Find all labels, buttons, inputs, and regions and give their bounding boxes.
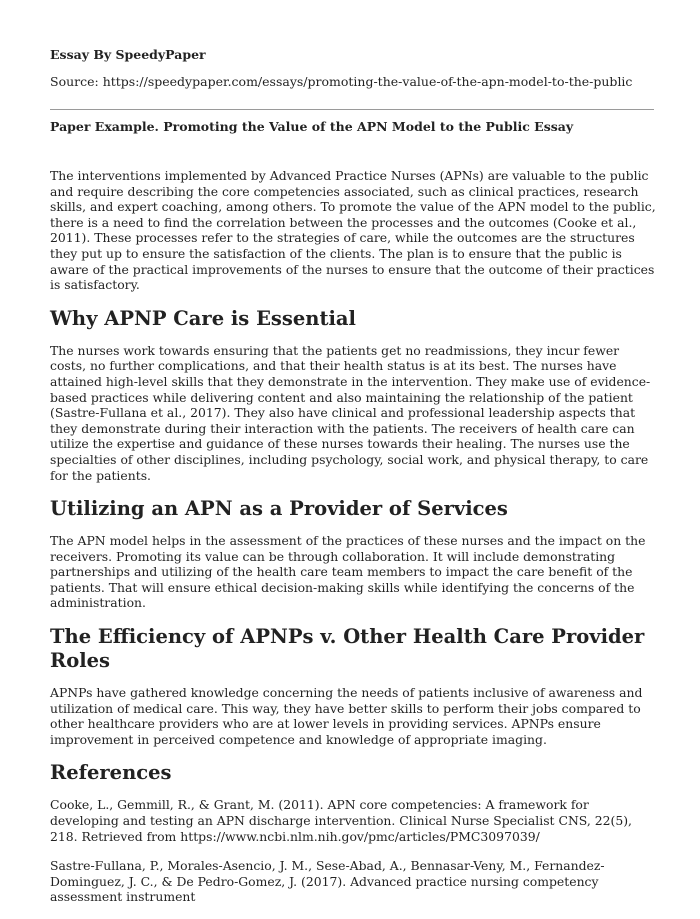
- section-paragraph-utilizing-apn: The APN model helps in the assessment of the practices of these nurses and the impact on the receivers. Promoting its value can be through collaboration. It will include demonstrating partnerships and utilizing of the health care team members to impact the care benefit of the patients. That will ensure ethical decision-making skills while identifying the concerns of the administration.: [50, 533, 646, 611]
- reference-item: Sastre-Fullana, P., Morales-Asencio, J. M., Sese-Abad, A., Bennasar-Veny, M., Fernandez-Dominguez, J. C., & De Pedro-Gomez, J. (2017). Advanced practice nursing competency assessment instrument: [50, 858, 605, 905]
- essay-body: [50, 168, 656, 919]
- header-divider: [50, 109, 654, 110]
- section-paragraph-why-apnp: The nurses work towards ensuring that the patients get no readmissions, they incur fewer costs, no further complications, and that their health status is at its best. The nurses have attained high-level skills that they demonstrate in the intervention. They make use of evidence-based practices while delivering content and also maintaining the relationship of the patient (Sastre-Fullana et al., 2017). They also have clinical and professional leadership aspects that they demonstrate during their interaction with the patients. The receivers of health care can utilize the expertise and guidance of these nurses towards their healing. The nurses use the specialties of other disciplines, including psychology, social work, and physical therapy, to care for the patients.: [50, 342, 651, 483]
- section-heading-why-apnp: Why APNP Care is Essential: [50, 306, 356, 330]
- paper-title: Paper Example. Promoting the Value of the APN Model to the Public Essay: [50, 119, 574, 134]
- brand-label: Essay By SpeedyPaper: [50, 47, 206, 62]
- references-heading: References: [50, 761, 172, 785]
- section-heading-utilizing-apn: Utilizing an APN as a Provider of Services: [50, 497, 508, 521]
- reference-item: Cooke, L., Gemmill, R., & Grant, M. (2011). APN core competencies: A framework for developing and testing an APN discharge intervention. Clinical Nurse Specialist CNS, 22(5), 218. Retrieved from https://www.ncbi.nlm.nih.gov/pmc/articles/PMC3097039/: [50, 797, 632, 844]
- section-paragraph-efficiency: APNPs have gathered knowledge concerning the needs of patients inclusive of awareness and utilization of medical care. This way, they have better skills to perform their jobs compared to other healthcare providers who are at lower levels in providing services. APNPs ensure improvement in perceived competence and knowledge of appropriate imaging.: [50, 685, 643, 747]
- intro-paragraph: The interventions implemented by Advanced Practice Nurses (APNs) are valuable to the public and require describing the core competencies associated, such as clinical practices, research skills, and expert coaching, among others. To promote the value of the APN model to the public, there is a need to find the correlation between the processes and the outcomes (Cooke et al., 2011). These processes refer to the strategies of care, while the outcomes are the structures they put up to ensure the satisfaction of the clients. The plan is to ensure that the public is aware of the practical improvements of the nurses to ensure that the outcome of their practices is satisfactory.: [50, 168, 656, 293]
- section-heading-efficiency: The Efficiency of APNPs v. Other Health Care Provider Roles: [50, 625, 645, 673]
- source-link[interactable]: Source: https://speedypaper.com/essays/promoting-the-value-of-the-apn-model-to-the-public: [50, 74, 633, 89]
